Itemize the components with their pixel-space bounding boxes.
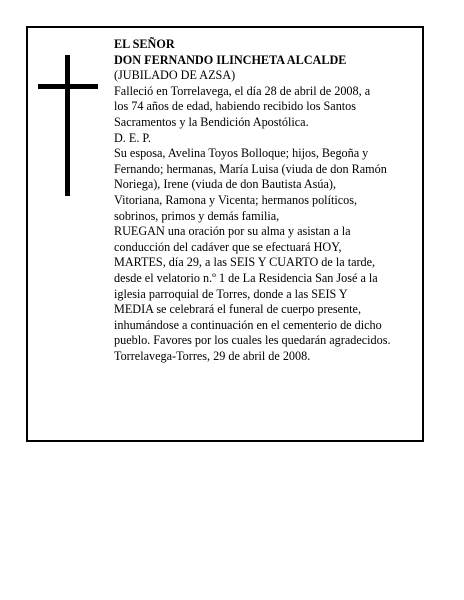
dep-text: D. E. P. <box>114 130 151 145</box>
obituary-text <box>114 37 426 364</box>
cross-icon <box>65 55 70 196</box>
request-line: desde el velatorio n.º 1 de La Residencia San José a la <box>114 270 378 285</box>
closing-line: Torrelavega-Torres, 29 de abril de 2008. <box>114 348 311 363</box>
request-line: pueblo. Favores por los cuales les quedarán agradecidos. <box>114 333 391 348</box>
family-line: Su esposa, Avelina Toyos Bolloque; hijos, Begoña y <box>114 146 369 161</box>
family-line: Fernando; hermanas, María Luisa (viuda de don Ramón <box>114 161 387 176</box>
family-line: Vitoriana, Ramona y Vicenta; hermanos políticos, <box>114 192 358 207</box>
death-line: Sacramentos y la Bendición Apostólica. <box>114 114 309 129</box>
deceased-subtitle: (JUBILADO DE AZSA) <box>114 68 236 83</box>
notice-heading: EL SEÑOR <box>114 37 175 51</box>
family-line: Noriega), Irene (viuda de don Bautista Asúa), <box>114 177 337 192</box>
request-line: inhumándose a continuación en el cementerio de dicho <box>114 317 382 332</box>
deceased-name: DON FERNANDO ILINCHETA ALCALDE <box>114 52 347 67</box>
death-line: Falleció en Torrelavega, el día 28 de abril de 2008, a <box>114 83 371 98</box>
family-line: sobrinos, primos y demás familia, <box>114 208 280 223</box>
request-line: iglesia parroquial de Torres, donde a las SEIS Y <box>114 286 348 301</box>
cross-icon-crossbar <box>38 84 98 89</box>
request-line: MARTES, día 29, a las SEIS Y CUARTO de la tarde, <box>114 255 376 270</box>
request-line: MEDIA se celebrará el funeral de cuerpo presente, <box>114 302 362 317</box>
death-line: los 74 años de edad, habiendo recibido los Santos <box>114 99 357 114</box>
request-line: conducción del cadáver que se efectuará HOY, <box>114 239 342 254</box>
request-line: RUEGAN una oración por su alma y asistan a la <box>114 224 351 239</box>
